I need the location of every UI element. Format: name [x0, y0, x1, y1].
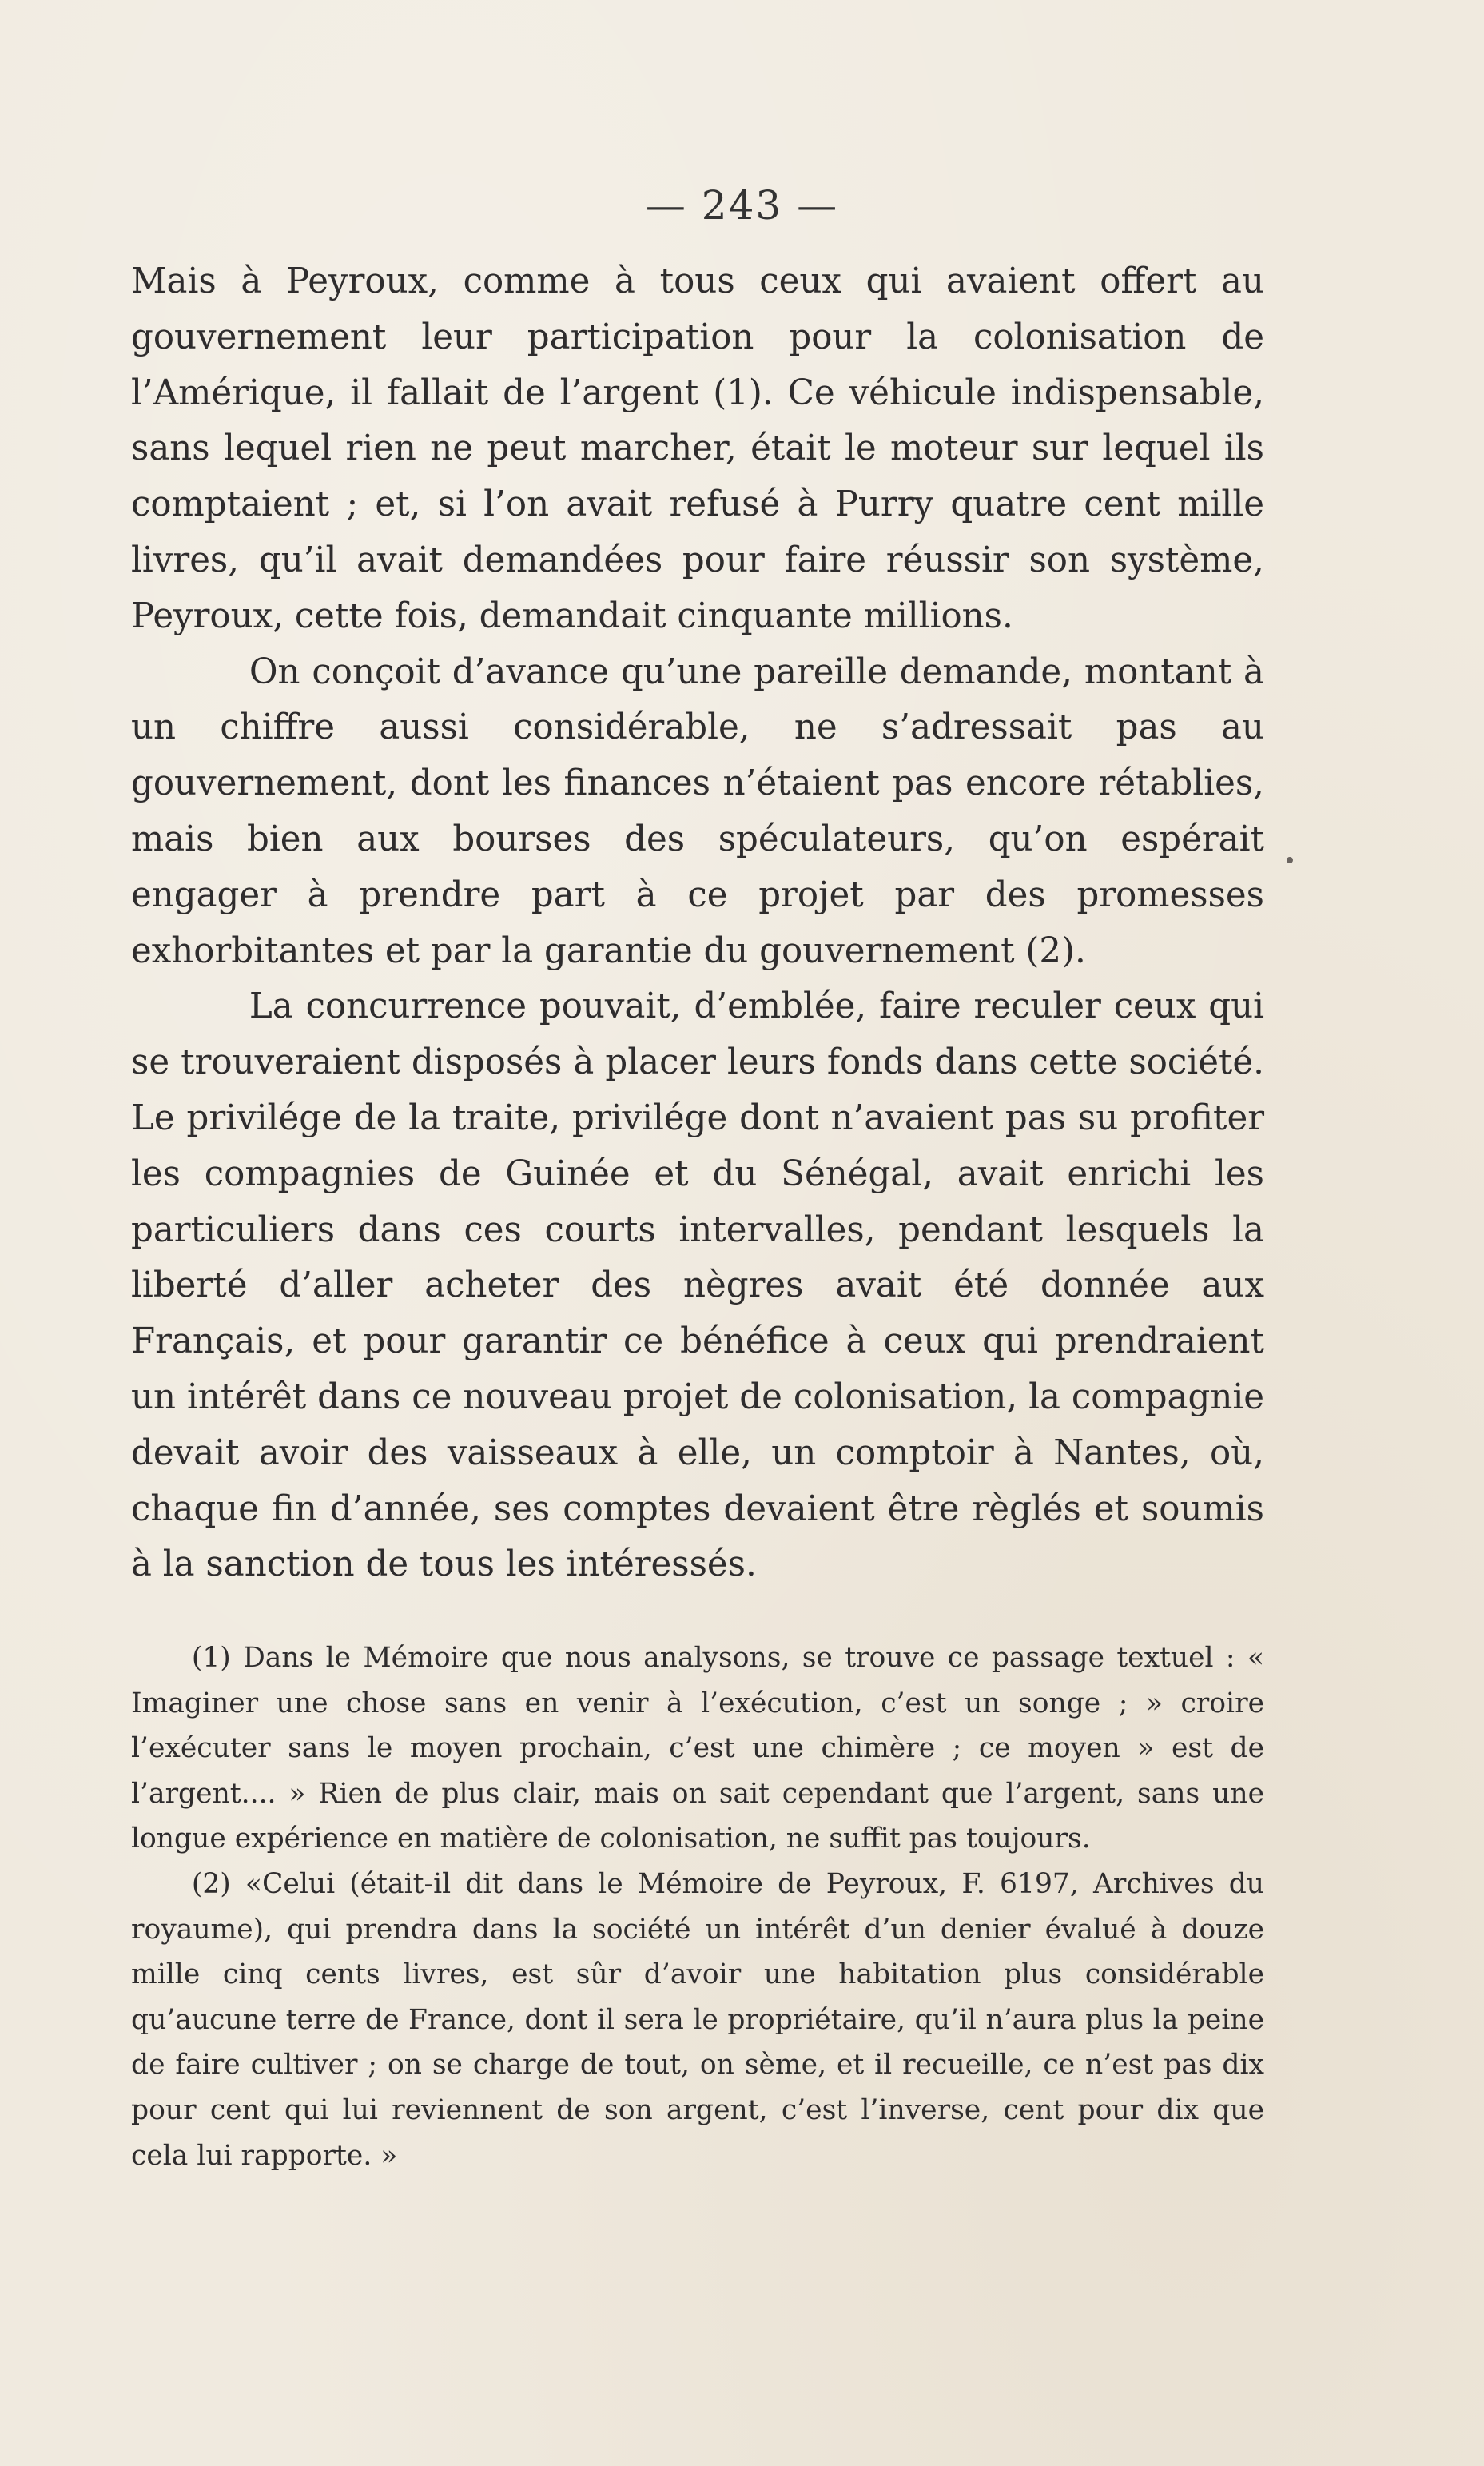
- paragraph-2: On conçoit d’avance qu’une pareille demande, montant à un chiffre aussi considérable, ne s’adressait pas au gouvernement, dont les finances n’étaient pas encore rétablies, mais bien aux bourses des spéculateurs, qu’on espérait engager à prendre part à ce projet par des promesses exhorbitantes et par la garantie du gouvernement (2).: [131, 651, 1264, 971]
- ink-speck: [1287, 857, 1293, 863]
- paragraph-3: La concurrence pouvait, d’emblée, faire reculer ceux qui se trouveraient disposés à placer leurs fonds dans cette société. Le privilége de la traite, privilége dont n’avaient pas su profiter les compagnies de Guinée et du Sénégal, avait enrichi les particuliers dans ces courts intervalles, pendant lesquels la liberté d’aller acheter des nègres avait été donnée aux Français, et pour garantir ce bénéfice à ceux qui prendraient un intérêt dans ce nouveau projet de colonisation, la compagnie devait avoir des vaisseaux à elle, un comptoir à Nantes, où, chaque fin d’année, ses comptes devaient être règlés et soumis à la sanction de tous les intéressés.: [131, 986, 1264, 1585]
- page-number: — 243 —: [645, 182, 839, 229]
- footnotes: [131, 1635, 1264, 2178]
- main-text: [131, 254, 1264, 1593]
- footnote-2: (2) «Celui (était-il dit dans le Mémoire de Peyroux, F. 6197, Archives du royaume), qui prendra dans la société un intérêt d’un denier évalué à douze mille cinq cents livres, est sûr d’avoir une habitation plus considérable qu’aucune terre de France, dont il sera le propriétaire, qu’il n’aura plus la peine de faire cultiver ; on se charge de tout, on sème, et il recueille, ce n’est pas dix pour cent qui lui reviennent de son argent, c’est l’inverse, cent pour dix que cela lui rapporte. »: [131, 1867, 1264, 2172]
- footnote-1: (1) Dans le Mémoire que nous analysons, se trouve ce passage textuel : « Imaginer une chose sans en venir à l’exécution, c’est un songe ; » croire l’exécuter sans le moyen prochain, c’est une chimère ; ce moyen » est de l’argent.... » Rien de plus clair, mais on sait cependant que l’argent, sans une longue expérience en matière de colonisation, ne suffit pas toujours.: [131, 1642, 1264, 1855]
- paragraph-1: Mais à Peyroux, comme à tous ceux qui avaient offert au gouvernement leur participation pour la colonisation de l’Amérique, il fallait de l’argent (1). Ce véhicule indispensable, sans lequel rien ne peut marcher, était le moteur sur lequel ils comptaient ; et, si l’on avait refusé à Purry quatre cent mille livres, qu’il avait demandées pour faire réussir son système, Peyroux, cette fois, demandait cinquante millions.: [131, 261, 1264, 636]
